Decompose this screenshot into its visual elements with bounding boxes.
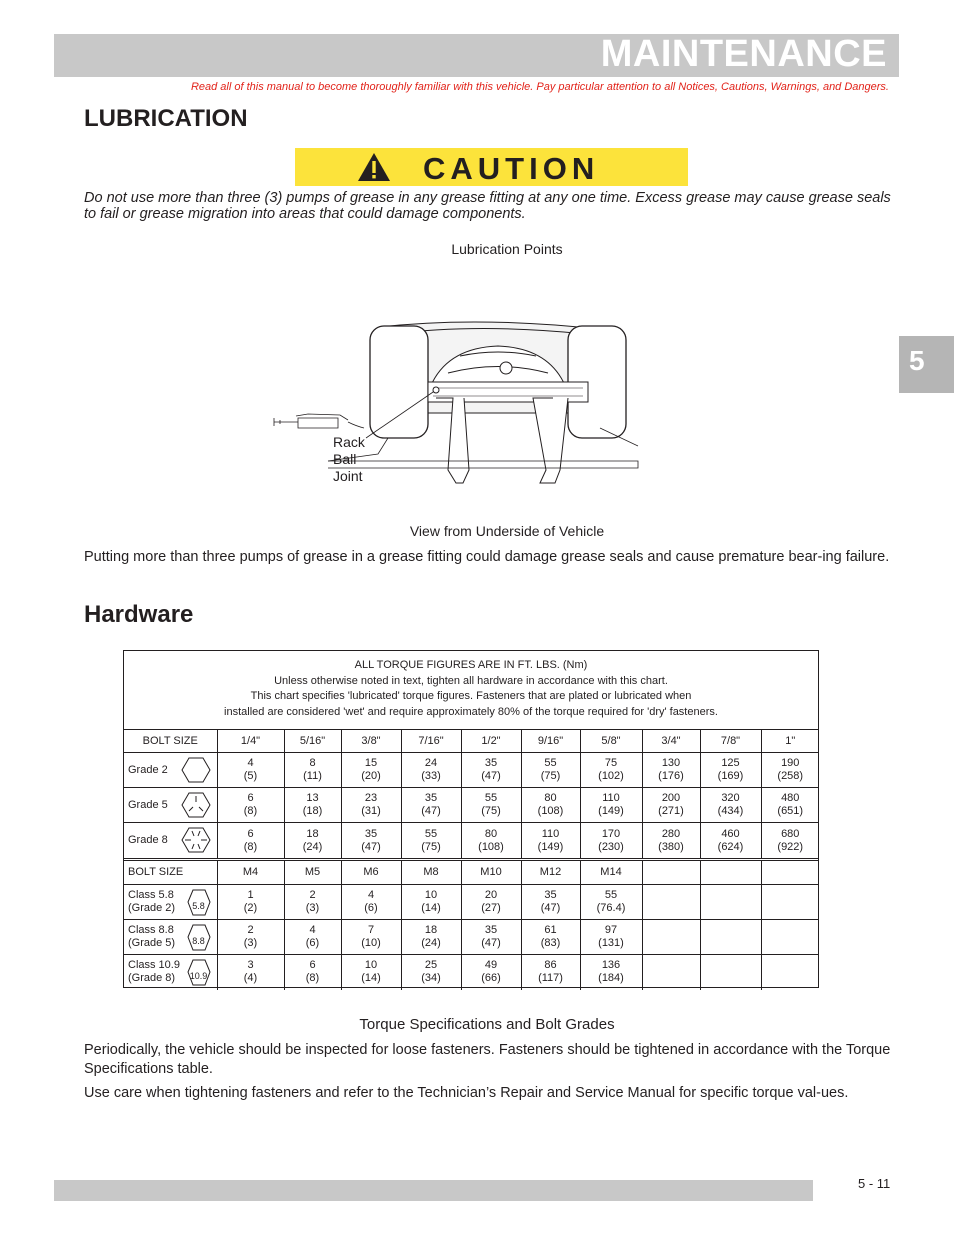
header-cell: 3/4" [642,730,700,753]
ft-lbs: 125 [721,757,740,769]
ft-lbs: 480 [781,792,800,804]
nm: (108) [537,805,564,817]
torque-cell [580,788,642,823]
nm: (10) [361,937,381,949]
header-cell: 1/2" [461,730,521,753]
nm: (75) [481,805,501,817]
torque-cell [217,955,284,990]
warning-triangle-icon [357,152,391,182]
nm: (27) [481,902,501,914]
nm: (108) [478,840,504,853]
torque-cell [217,885,284,920]
nm: (149) [537,840,564,853]
torque-cell [521,788,580,823]
header-cell: 3/8" [341,730,401,753]
torque-cell [580,885,642,920]
torque-note: This chart specifies 'lubricated' torque figures. Fasteners that are plated or lubricated when [250,690,692,702]
ft-lbs: 35 [484,924,498,936]
nm: (6) [364,902,378,914]
ft-lbs: 4 [367,889,375,901]
class-8-8-row [124,920,819,955]
nm: (47) [361,840,381,853]
hardware-paragraph-1: Periodically, the vehicle should be inspected for loose fasteners. Fasteners should be tightened in accordance with the Torque Specifications table. [84,1042,891,1077]
ft-lbs: 15 [364,757,378,769]
empty-cell [700,955,761,990]
ft-lbs: 18 [306,827,319,840]
nm: (66) [481,972,501,985]
rack-ball-joint-label [333,434,365,485]
torque-cell [401,753,461,788]
header-cell: M6 [341,861,401,885]
torque-cell [284,885,341,920]
ft-lbs: 23 [364,792,378,804]
nm: (24) [302,840,323,853]
torque-cell [700,788,761,823]
header-cell: 7/16" [401,730,461,753]
grade-label: Grade 2 [128,763,168,776]
torque-cell [580,753,642,788]
header-cell: M12 [521,861,580,885]
torque-cell [284,823,341,859]
nm: (47) [481,770,501,782]
caution-label: CAUTION [423,151,600,186]
empty-cell [642,885,700,920]
torque-cell [642,788,700,823]
empty-cell [700,885,761,920]
ft-lbs: 200 [661,792,681,804]
ft-lbs: 130 [661,757,681,769]
nm: (169) [717,770,744,782]
ft-lbs: 2 [247,924,254,936]
ft-lbs: 55 [544,757,557,769]
torque-cell [217,753,284,788]
nm: (11) [303,770,322,782]
torque-cell [284,920,341,955]
ft-lbs: 86 [544,959,557,972]
callout-line-2: Ball [333,451,357,467]
nm: (14) [361,972,381,985]
empty-cell [761,920,819,955]
ft-lbs: 25 [424,959,438,972]
nm: (5) [243,770,258,782]
torque-cell [217,823,284,859]
class-badge: 8.8 [192,936,205,946]
ft-lbs: 460 [721,827,740,840]
ft-lbs: 13 [306,792,319,804]
header-cell: 1/4" [217,730,284,753]
ft-lbs: 35 [424,792,438,804]
ft-lbs: 1 [247,889,254,901]
ft-lbs: 6 [247,827,254,840]
torque-cell [580,823,642,859]
ft-lbs: 4 [309,924,316,936]
hardware-heading: Hardware [84,601,194,628]
nm: (8) [243,840,258,853]
grade-label: Grade 5 [128,798,168,811]
ft-lbs: 280 [661,827,681,840]
torque-cell [217,788,284,823]
nm: (8) [243,805,258,817]
ft-lbs: 320 [721,792,740,804]
lubrication-heading: LUBRICATION [84,105,248,132]
header-cell: 1" [761,730,819,753]
torque-cell [461,823,521,859]
header-cell: M5 [284,861,341,885]
grade-equivalent: (Grade 8) [128,972,176,985]
class-label: Class 8.8 [128,924,174,936]
torque-note: ALL TORQUE FIGURES ARE IN FT. LBS. (Nm) [354,659,588,671]
nm: (8) [305,972,320,985]
torque-cell [642,753,700,788]
nm: (76.4) [596,902,626,914]
nm: (47) [481,937,501,949]
torque-cell [341,788,401,823]
lubrication-paragraph: Putting more than three pumps of grease in a grease fitting could damage grease seals and cause premature bear-ing failure. [84,549,890,565]
header-bar [54,34,899,77]
grade-label-cell [124,823,217,859]
ft-lbs: 35 [484,757,498,769]
torque-cell [761,823,819,859]
ft-lbs: 80 [484,827,498,840]
torque-note: installed are considered 'wet' and require approximately 80% of the torque required for 'dry' fasteners. [224,705,718,718]
torque-cell [461,788,521,823]
torque-cell [580,920,642,955]
ft-lbs: 680 [781,827,800,840]
class-10-9-row [124,955,819,990]
torque-cell [341,753,401,788]
ft-lbs: 61 [544,924,557,936]
ft-lbs: 35 [544,889,557,901]
ft-lbs: 49 [484,959,498,972]
ft-lbs: 80 [544,792,557,804]
header-cell: M14 [580,861,642,885]
torque-specifications-table [123,650,819,988]
torque-notes [124,658,818,720]
ft-lbs: 24 [424,757,438,769]
header-cell: M8 [401,861,461,885]
nm: (18) [302,805,323,817]
ft-lbs: 110 [541,827,560,840]
header-cell: 5/16" [284,730,341,753]
nm: (20) [361,770,381,782]
nm: (651) [777,805,804,817]
grade-2-row [124,753,819,788]
grade-equivalent: (Grade 5) [128,937,176,949]
ft-lbs: 2 [309,889,316,901]
metric-torque-table [124,860,819,990]
nm: (3) [305,902,320,914]
header-cell: M4 [217,861,284,885]
empty-cell [642,955,700,990]
torque-cell [580,955,642,990]
ft-lbs: 8 [309,757,316,769]
torque-cell [401,920,461,955]
torque-cell [341,885,401,920]
page-number: 5 - 11 [858,1176,891,1191]
class-label: Class 10.9 [128,959,180,972]
sae-header-row [124,730,819,753]
nm: (33) [421,770,441,782]
figure-caption: View from Underside of Vehicle [409,523,605,539]
torque-cell [461,920,521,955]
class-badge: 5.8 [192,901,205,911]
grade-8-row [124,823,819,859]
grade-label-cell [124,788,217,823]
grade-label-cell [124,753,217,788]
header-cell: BOLT SIZE [124,861,217,885]
header-cell: 9/16" [521,730,580,753]
nm: (47) [540,902,561,914]
nm: (258) [777,770,804,782]
nm: (83) [540,937,561,949]
torque-cell [461,885,521,920]
torque-cell [461,955,521,990]
ft-lbs: 190 [781,757,800,769]
class-label-cell [124,955,217,990]
torque-cell [642,823,700,859]
header-cell: M10 [461,861,521,885]
header-cell [761,861,819,885]
ft-lbs: 3 [247,959,254,972]
ft-lbs: 75 [604,757,618,769]
nm: (117) [538,972,563,985]
torque-cell [401,788,461,823]
torque-cell [341,955,401,990]
metric-header-row [124,861,819,885]
ft-lbs: 136 [601,959,621,972]
nm: (24) [421,937,441,949]
caution-text: Do not use more than three (3) pumps of grease in any grease fitting at any one time. Excess grease may cause grease seals to fail or grease migration into areas that could damage components. [84,190,891,222]
bolt-head-icon [187,924,211,951]
nm: (47) [421,805,441,817]
underside-diagram [268,318,658,498]
header-cell [642,861,700,885]
nm: (176) [658,770,684,782]
class-badge: 10.9 [189,971,208,981]
nm: (6) [305,937,320,949]
class-5-8-row [124,885,819,920]
ft-lbs: 6 [247,792,254,804]
hardware-paragraph-2: Use care when tightening fasteners and refer to the Technician’s Repair and Service Manual for specific torque val-ues. [84,1085,849,1101]
bolt-head-icon [187,889,211,916]
nm: (14) [421,902,441,914]
ft-lbs: 170 [601,827,621,840]
torque-cell [521,823,580,859]
ft-lbs: 35 [364,827,378,840]
torque-cell [761,788,819,823]
nm: (31) [361,805,381,817]
empty-cell [761,955,819,990]
torque-cell [401,823,461,859]
caution-banner [295,148,688,186]
ft-lbs: 55 [424,827,438,840]
nm: (149) [598,805,624,817]
grade-5-row [124,788,819,823]
torque-cell [521,885,580,920]
chapter-tab [899,336,954,393]
torque-cell [341,920,401,955]
class-label-cell [124,920,217,955]
read-manual-notice: Read all of this manual to become thoroughly familiar with this vehicle. Pay particular attention to all Notices, Cautions, Warnings, and Dangers. [190,81,889,93]
figure-title: Lubrication Points [451,241,563,257]
page-title: MAINTENANCE [600,33,887,75]
nm: (4) [243,972,258,985]
nm: (3) [243,937,258,949]
hexagon-3-marks-icon [181,792,211,818]
torque-cell [217,920,284,955]
hexagon-plain-icon [181,757,211,783]
ft-lbs: 97 [604,924,618,936]
callout-line-3: Joint [333,468,363,484]
torque-cell [401,885,461,920]
footer-bar [54,1180,813,1201]
ft-lbs: 18 [424,924,438,936]
class-label: Class 5.8 [128,889,174,901]
nm: (102) [598,770,624,782]
ft-lbs: 4 [247,757,254,769]
nm: (2) [243,902,258,914]
ft-lbs: 10 [364,959,378,972]
chapter-number: 5 [909,345,925,376]
grade-label: Grade 8 [128,834,168,846]
hexagon-6-marks-icon [181,827,211,853]
bolt-head-icon [187,959,211,986]
nm: (184) [598,972,624,985]
ft-lbs: 55 [604,889,618,901]
grade-equivalent: (Grade 2) [128,902,176,914]
callout-line-1: Rack [333,434,365,450]
torque-note: Unless otherwise noted in text, tighten all hardware in accordance with this chart. [274,674,668,687]
header-cell: 5/8" [580,730,642,753]
nm: (34) [421,972,441,985]
ft-lbs: 55 [484,792,498,804]
ft-lbs: 20 [484,889,498,901]
torque-cell [521,955,580,990]
empty-cell [642,920,700,955]
torque-cell [700,823,761,859]
nm: (434) [717,805,744,817]
torque-cell [521,753,580,788]
torque-cell [284,788,341,823]
header-cell: BOLT SIZE [124,730,217,753]
table-caption: Torque Specifications and Bolt Grades [359,1016,615,1033]
empty-cell [761,885,819,920]
header-cell: 7/8" [700,730,761,753]
sae-torque-table [124,729,819,859]
nm: (624) [717,840,744,853]
empty-cell [700,920,761,955]
nm: (75) [540,770,561,782]
nm: (131) [598,937,624,949]
torque-cell [341,823,401,859]
ft-lbs: 7 [367,924,375,936]
nm: (380) [658,840,684,853]
torque-cell [284,955,341,990]
torque-cell [761,753,819,788]
ft-lbs: 6 [309,959,316,972]
nm: (75) [421,840,441,853]
nm: (922) [777,840,804,853]
class-label-cell [124,885,217,920]
torque-cell [401,955,461,990]
torque-cell [521,920,580,955]
header-cell [700,861,761,885]
ft-lbs: 110 [602,792,620,804]
torque-cell [461,753,521,788]
ft-lbs: 10 [424,889,438,901]
torque-cell [700,753,761,788]
torque-cell [284,753,341,788]
nm: (230) [598,840,624,853]
nm: (271) [658,805,684,817]
